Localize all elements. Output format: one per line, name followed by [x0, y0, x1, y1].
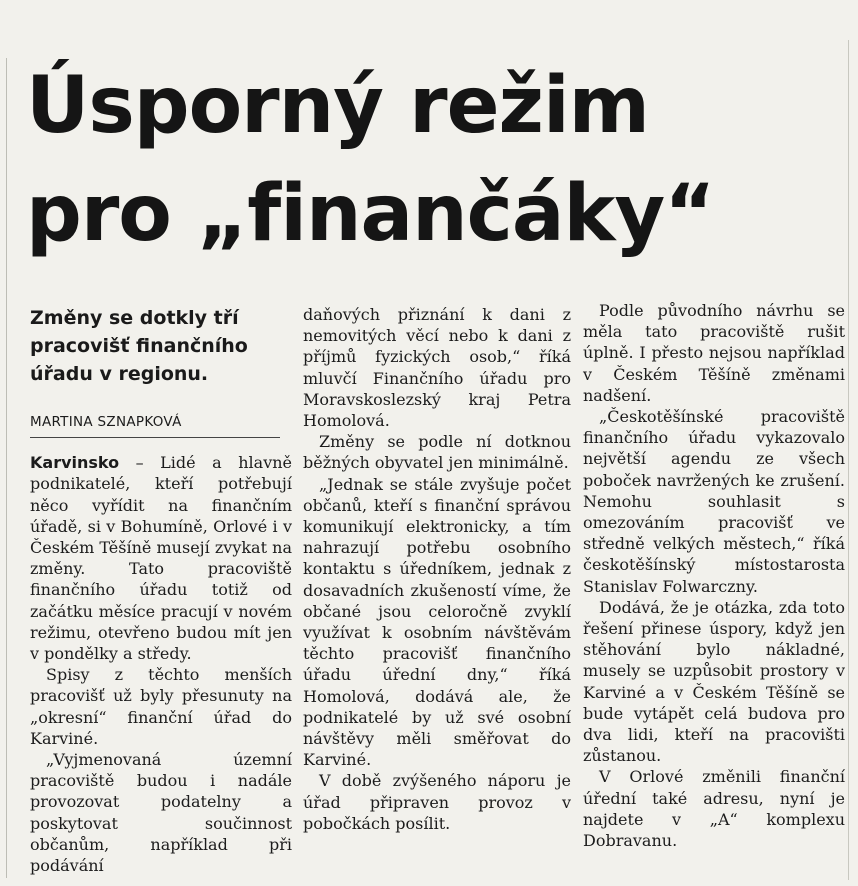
body-paragraph: „Českotěšínské pracoviště finančního úřadu vykazovalo největší agendu ze všech poboček navržených ke zrušení. Nemohu souhlasit s omezováním pracovišť ve středně velkých městech,“ říká českotěšínský místostarosta Stanislav Folwarczny.	[583, 407, 845, 596]
body-paragraph: V době zvýšeného náporu je úřad připraven provoz v pobočkách posílit.	[303, 771, 571, 833]
body-paragraph	[30, 452, 292, 664]
body-paragraph: daňových přiznání k dani z nemovitých věcí nebo k dani z příjmů fyzických osob,“ říká mluvčí Finančního úřadu pro Moravskoslezský kraj Petra Homolová.	[303, 305, 571, 431]
body-text: – Lidé a hlavně podnikatelé, kteří potřebují něco vyřídit na finančním úřadě, si v Bohumíně, Orlové i v Českém Těšíně musejí zvykat na změny. Tato pracoviště finančního úřadu totiž od začátku měsíce pracují v novém režimu, otevřeno budou mít jen v pondělky a středy.	[30, 453, 292, 664]
column-rule-left	[6, 58, 7, 878]
lead-paragraph: Změny se dotkly tří pracovišť finančního úřadu v regionu.	[30, 307, 248, 385]
column-1	[30, 300, 292, 876]
body-paragraph: „Vyjmenovaná územní pracoviště budou i nadále provozovat podatelny a poskytovat součinnost občanům, například při podávání	[30, 750, 292, 876]
body-paragraph: Podle původního návrhu se měla tato pracoviště rušit úplně. I přesto nejsou například v Českém Těšíně změnami nadšení.	[583, 301, 845, 405]
column-2	[303, 304, 571, 834]
headline-line-2: pro „finančáky“	[26, 169, 715, 259]
body-paragraph: V Orlové změnili finanční úřední také adresu, nyní je najdete v „A“ komplexu Dobravanu.	[583, 767, 845, 851]
column-rule-right	[848, 40, 849, 880]
dateline-place: Karvinsko	[30, 453, 120, 473]
body-paragraph: Spisy z těchto menších pracovišť už byly přesunuty na „okresní“ finanční úřad do Karviné.	[30, 665, 292, 748]
headline-line-1: Úsporný režim	[26, 61, 649, 151]
body-paragraph: Dodává, že je otázka, zda toto řešení přinese úspory, když jen stěhování bylo nákladné, musely se uzpůsobit prostory v Karviné a v Českém Těšíně se bude vytápět celá budova pro dva lidi, kteří na pracovišti zůstanou.	[583, 597, 845, 766]
body-paragraph: Změny se podle ní dotknou běžných obyvatel jen minimálně.	[303, 432, 571, 473]
byline: MARTINA SZNAPKOVÁ	[30, 412, 280, 438]
headline	[26, 52, 846, 268]
body-paragraph: „Jednak se stále zvyšuje počet občanů, kteří s finanční správou komunikují elektronicky, a tím nahrazují potřebu osobního kontaktu s úředníkem, jednak z dosavadních zkušeností víme, že občané jsou celoročně zvyklí využívat k osobním návštěvám těchto pracovišť finančního úřadu úřední dny,“ říká Homolová, dodává ale, že podnikatelé by už své osobní návštěvy měli směřovat do Karviné.	[303, 474, 571, 770]
column-3	[583, 300, 845, 851]
